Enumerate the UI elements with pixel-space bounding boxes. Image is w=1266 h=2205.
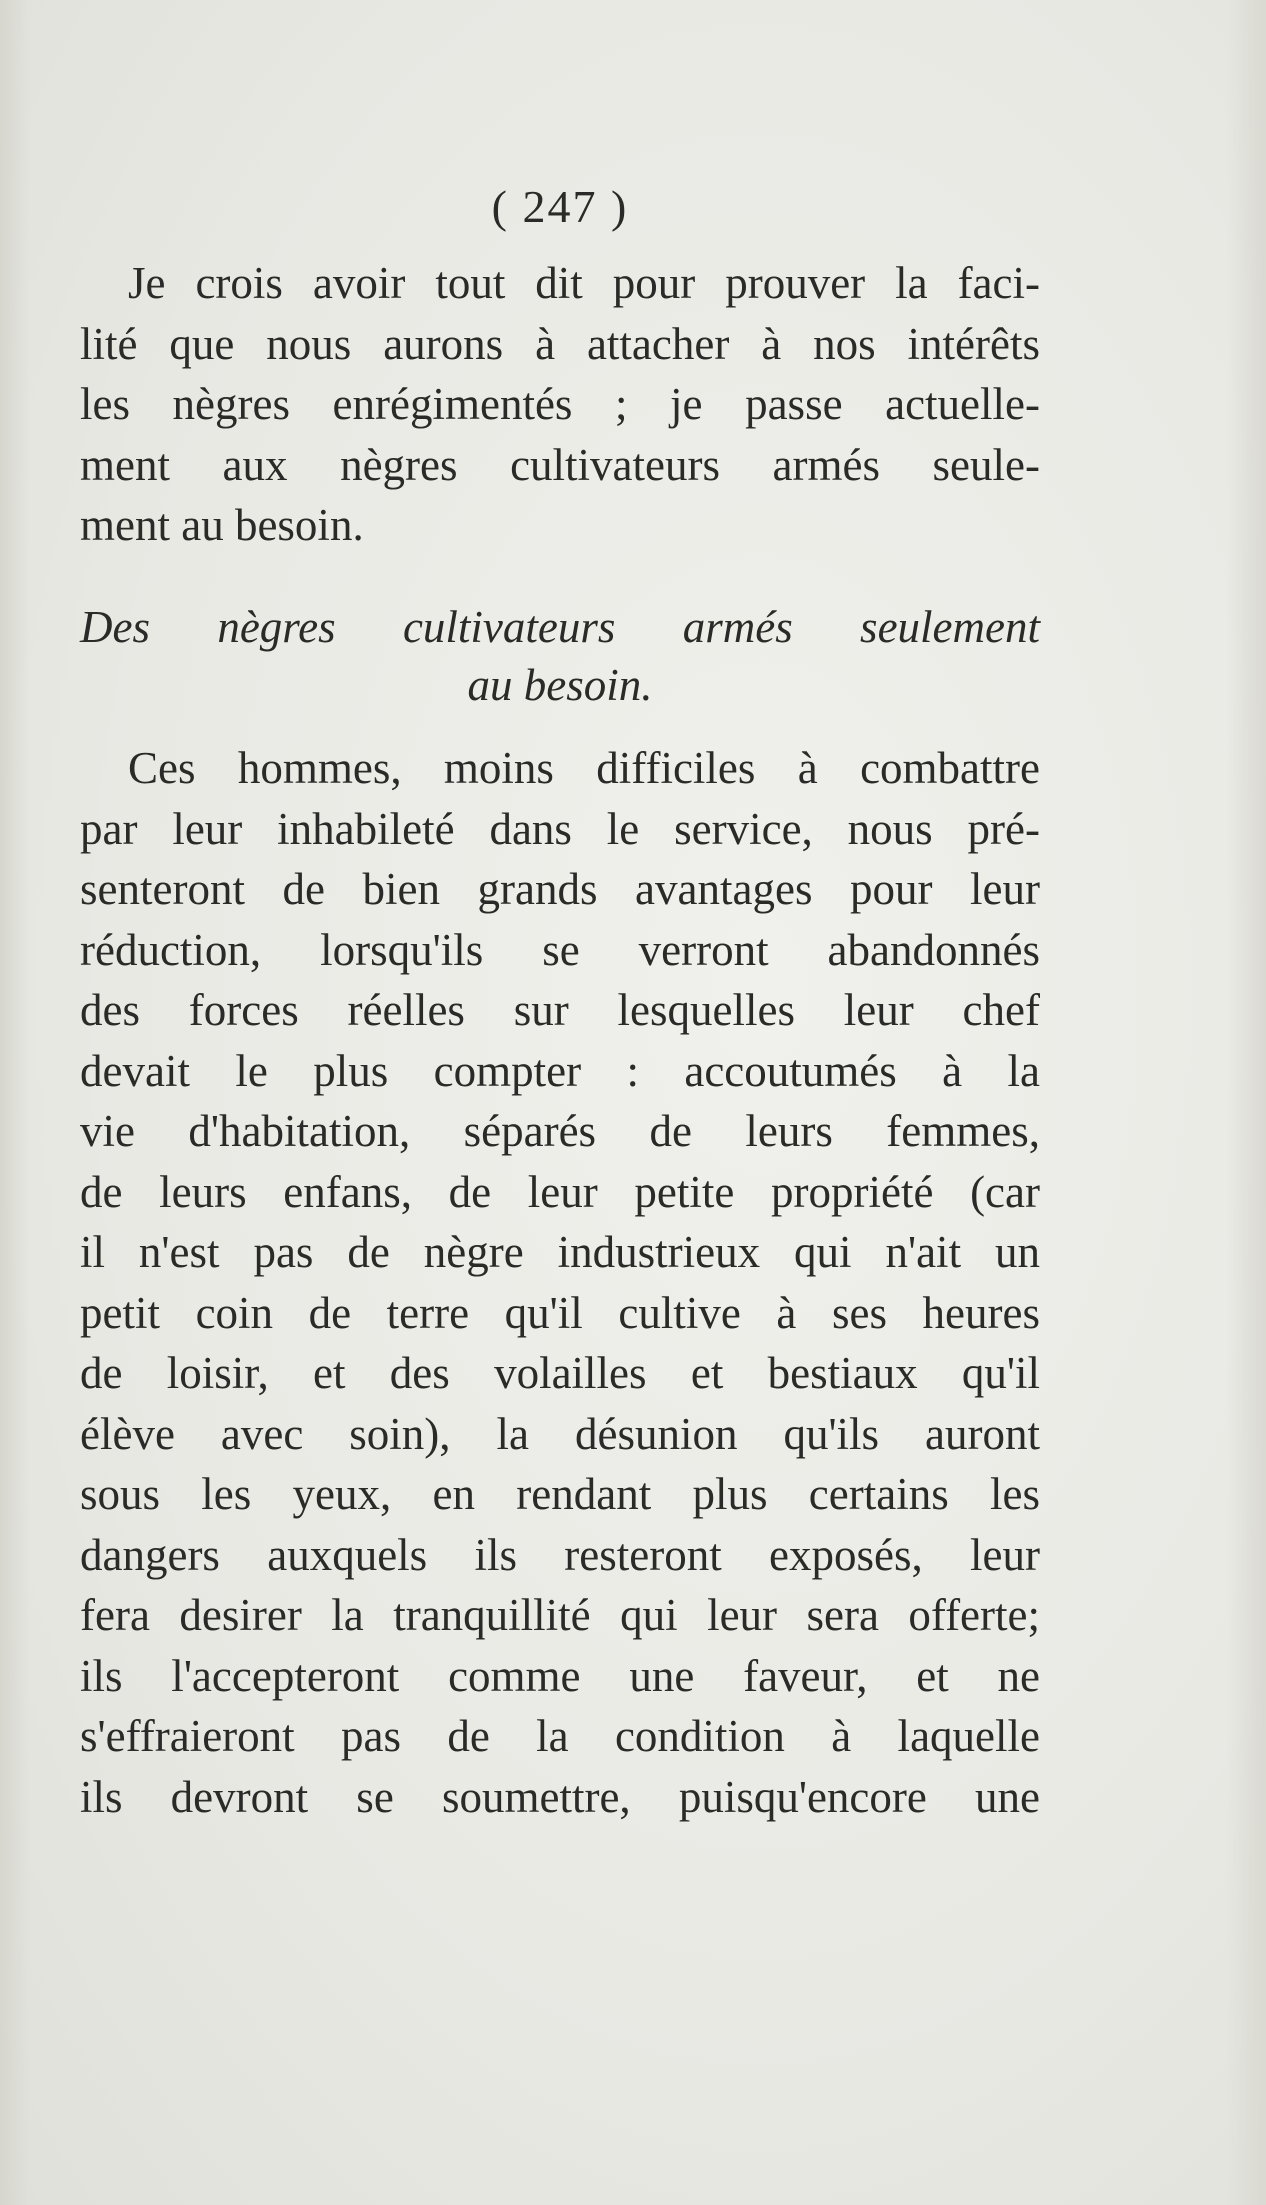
page-number: ( 247 ) [491, 181, 629, 232]
text-line: de leurs enfans, de leur petite propriété (car [80, 1166, 1040, 1217]
text-line: il n'est pas de nègre industrieux qui n'ait un [80, 1227, 1040, 1277]
text-line: Ces hommes, moins difficiles à combattre [128, 743, 1040, 793]
text-line: les nègres enrégimentés ; je passe actuelle- [80, 379, 1040, 429]
text-line: Je crois avoir tout dit pour prouver la faci- [128, 258, 1040, 308]
text-line: senteront de bien grands avantages pour leur [80, 864, 1040, 914]
text-line: lité que nous aurons à attacher à nos intérêts [80, 318, 1040, 369]
text-line: sous les yeux, en rendant plus certains les [80, 1469, 1040, 1519]
text-line: de loisir, et des volailles et bestiaux qu'il [80, 1348, 1040, 1398]
text-line: par leur inhabileté dans le service, nous pré- [80, 803, 1040, 854]
text-line: fera desirer la tranquillité qui leur sera offerte; [80, 1590, 1040, 1640]
text-line: dangers auxquels ils resteront exposés, leur [80, 1529, 1040, 1580]
text-line: devait le plus compter : accoutumés à la [80, 1045, 1040, 1096]
text-line: petit coin de terre qu'il cultive à ses heures [80, 1287, 1040, 1338]
paragraph-2 [80, 738, 1040, 1827]
text-line: s'effraieront pas de la condition à laquelle [80, 1711, 1040, 1761]
page-edge-shadow-left [0, 0, 30, 2205]
section-heading-line-2: au besoin. [467, 660, 653, 710]
page-edge-shadow-right [1226, 0, 1266, 2205]
text-line: ils devront se soumettre, puisqu'encore une [80, 1771, 1040, 1822]
paragraph-1 [80, 253, 1040, 556]
text-line: ils l'accepteront comme une faveur, et ne [80, 1650, 1040, 1701]
text-line: vie d'habitation, séparés de leurs femmes, [80, 1106, 1040, 1156]
section-heading-line-1: Des nègres cultivateurs armés seulement [80, 602, 1040, 652]
text-line: élève avec soin), la désunion qu'ils auront [80, 1408, 1040, 1459]
section-heading [80, 598, 1040, 714]
text-line: ment au besoin. [80, 500, 364, 550]
text-line: des forces réelles sur lesquelles leur chef [80, 985, 1040, 1035]
text-line: ment aux nègres cultivateurs armés seule- [80, 439, 1040, 490]
text-line: réduction, lorsqu'ils se verront abandonnés [80, 924, 1040, 975]
